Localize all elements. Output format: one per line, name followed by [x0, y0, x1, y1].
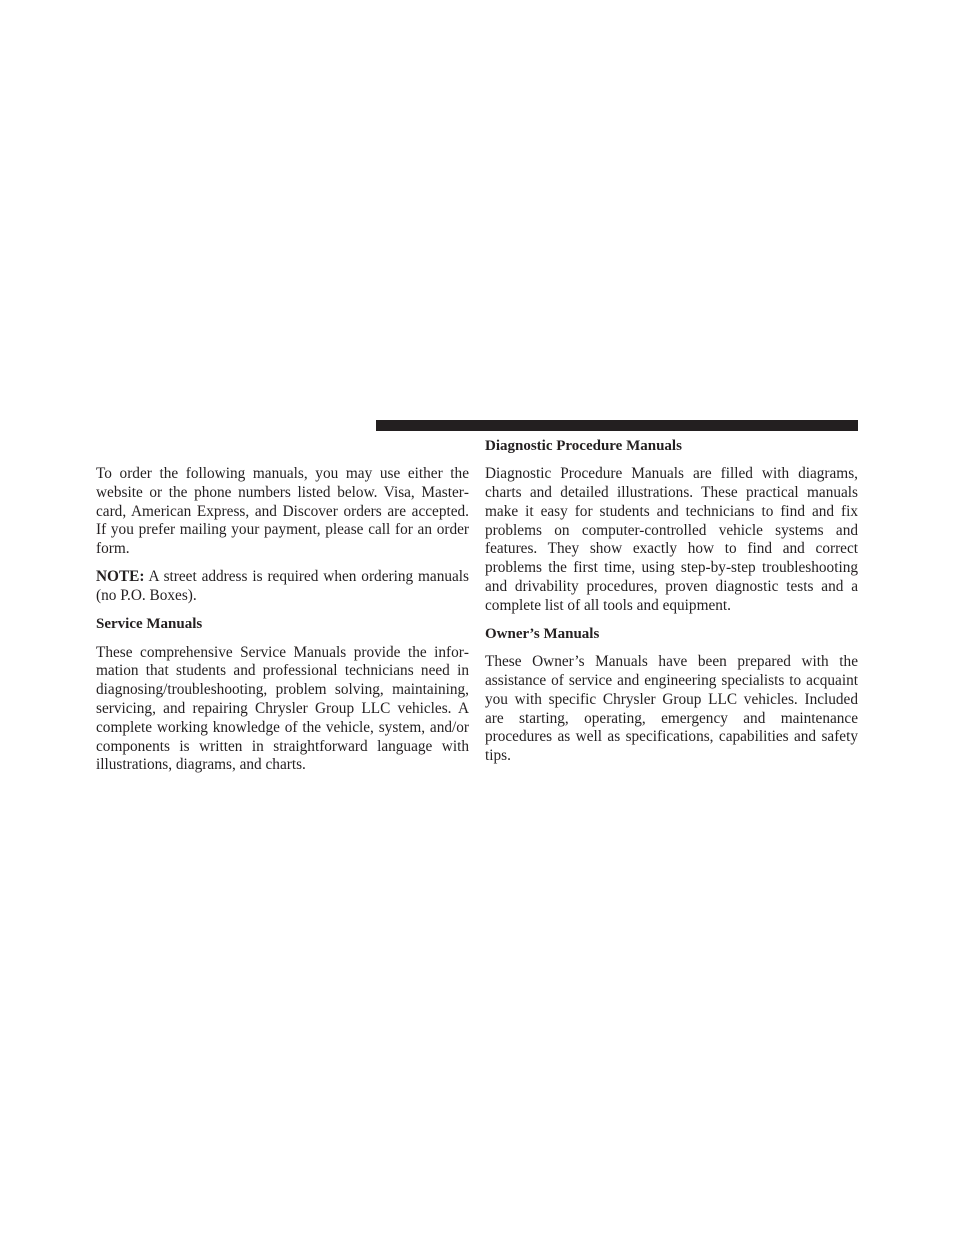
service-manuals-paragraph: These comprehensive Service Manuals provide the information that students and professional technicians need in diagnosing/troubleshooting, problem solving, maintaining, servicing, and repairing Chrysler Group LLC vehicles. A complete working knowledge of the vehicle, system, and/or components is written in straightforward language with illustrations, diagrams, and charts. — [96, 643, 469, 774]
note-paragraph — [96, 568, 469, 606]
note-text: A street address is required when ordering manuals (no P.O. Boxes). — [96, 568, 469, 605]
service-manuals-heading: Service Manuals — [96, 616, 203, 633]
diagnostic-manuals-paragraph: Diagnostic Procedure Manuals are filled with diagrams, charts and detailed illustrations. These practical manuals make it easy for students and technicians to find and fix problems on computer-controlled vehicle systems and features. They show exactly how to find and correct problems the first time, using step-by-step troubleshooting and drivability procedures, proven diagnostic tests and a complete list of all tools and equipment. — [485, 465, 858, 614]
intro-paragraph: To order the following manuals, you may use either the website or the phone numbers listed below. Visa, Mastercard, American Express, and Discover orders are accepted. If you prefer mailing your payment, please call for an order form. — [96, 465, 469, 558]
section-header-bar — [376, 420, 858, 431]
note-label: NOTE: — [96, 568, 145, 586]
owners-manuals-heading: Owner’s Manuals — [485, 625, 600, 642]
owners-manuals-paragraph: These Owner’s Manuals have been prepared with the assistance of service and engineering specialists to acquaint you with specific Chrysler Group LLC vehicles. Included are starting, operating, emergency and maintenance procedures as well as specifications, capabilities and safety tips. — [485, 653, 858, 765]
right-column — [485, 437, 858, 775]
left-column — [96, 465, 469, 785]
diagnostic-manuals-heading: Diagnostic Procedure Manuals — [485, 438, 682, 454]
